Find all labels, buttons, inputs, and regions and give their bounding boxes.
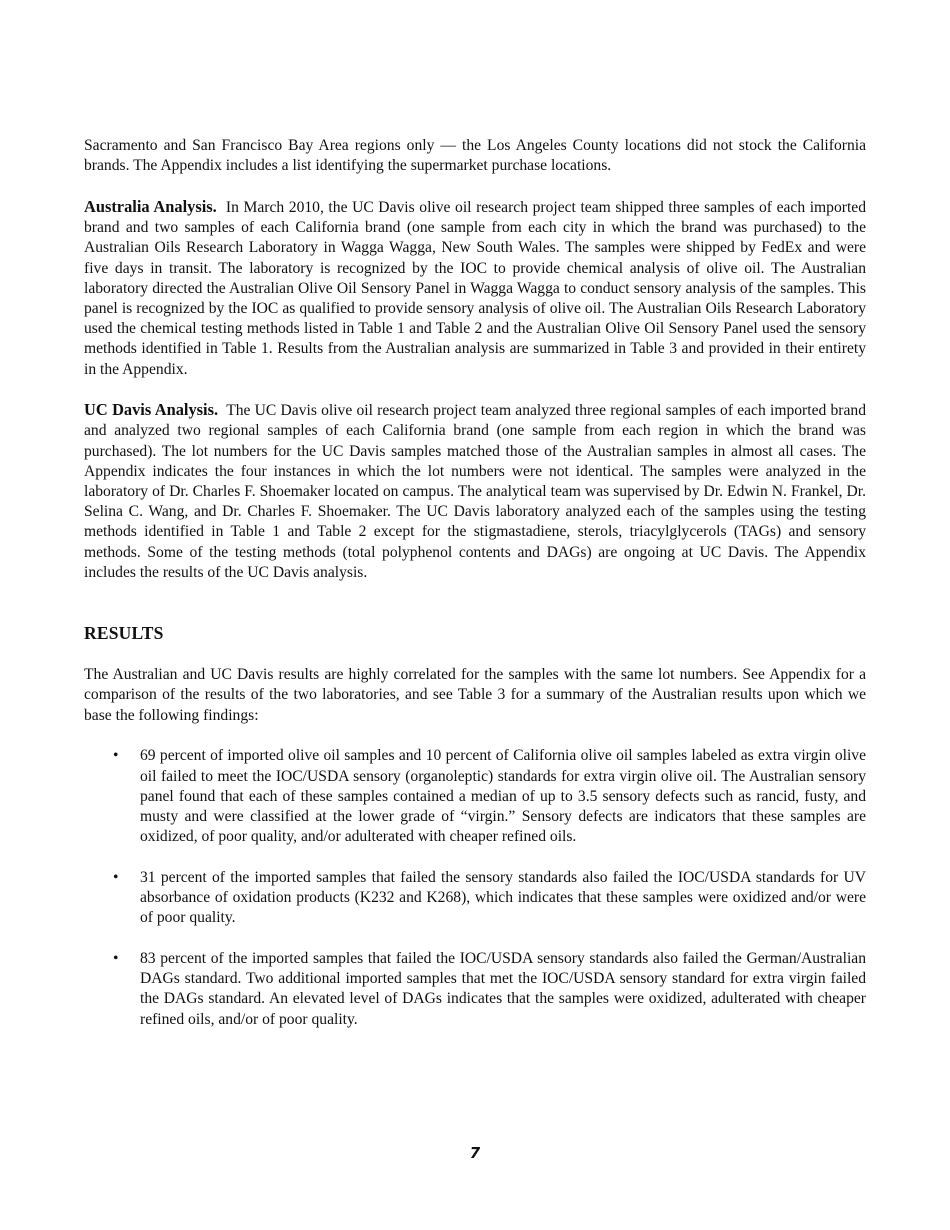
document-body xyxy=(84,136,866,1050)
bullet-icon: • xyxy=(113,950,119,967)
uc-davis-analysis-paragraph xyxy=(84,400,866,583)
results-heading: RESULTS xyxy=(84,623,164,644)
finding-text: 83 percent of the imported samples that failed the IOC/USDA sensory standards also failed the German/Australian DAGs standard. Two additional imported samples that met the IOC/USDA sensory standard for extra virgin failed the DAGs standard. An elevated level of DAGs indicates that the samples were oxidized, adulterated with cheaper refined oils, and/or of poor quality. xyxy=(140,950,866,1028)
findings-list xyxy=(84,746,866,1029)
australia-analysis-heading: Australia Analysis. xyxy=(84,196,217,216)
finding-text: 69 percent of imported olive oil samples and 10 percent of California olive oil samples labeled as extra virgin olive oil failed to meet the IOC/USDA sensory (organoleptic) standards for extra virgin olive oil. The Australian sensory panel found that each of these samples contained a median of up to 3.5 sensory defects such as rancid, fusty, and musty and were classified at the lower grade of “virgin.” Sensory defects are indicators that these samples are oxidized, of poor quality, and/or adulterated with cheaper refined oils. xyxy=(140,747,866,846)
results-intro-paragraph: The Australian and UC Davis results are highly correlated for the samples with the same lot numbers. See Appendix for a comparison of the results of the two laboratories, and see Table 3 for a summary of the Australian results upon which we base the following findings: xyxy=(84,666,866,724)
list-item xyxy=(84,949,866,1030)
bullet-icon: • xyxy=(113,747,119,765)
page-number: 7 xyxy=(469,1144,481,1162)
bullet-icon: • xyxy=(113,868,119,886)
australia-analysis-text: In March 2010, the UC Davis olive oil research project team shipped three samples of each imported brand and two samples of each California brand (one sample from each city in which the brand was purchased) to the Australian Oils Research Laboratory in Wagga Wagga, New South Wales. The samples were shipped by FedEx and were five days in transit. The laboratory is recognized by the IOC to provide chemical analysis of olive oil. The Australian laboratory directed the Australian Olive Oil Sensory Panel in Wagga Wagga to conduct sensory analysis of the samples. This panel is recognized by the IOC as qualified to provide sensory analysis of olive oil. The Australian Oils Research Laboratory used the chemical testing methods listed in Table 1 and Table 2 and the Australian Olive Oil Sensory Panel used the sensory methods identified in Table 1. Results from the Australian analysis are summarized in Table 3 and provided in their entirety in the Appendix. xyxy=(84,198,867,378)
australia-analysis-paragraph xyxy=(84,197,866,380)
uc-davis-analysis-heading: UC Davis Analysis. xyxy=(84,400,219,420)
intro-paragraph: Sacramento and San Francisco Bay Area regions only — the Los Angeles County locations did not stock the California brands. The Appendix includes a list identifying the supermarket purchase locations. xyxy=(84,137,866,175)
list-item xyxy=(84,746,866,847)
uc-davis-analysis-text: The UC Davis olive oil research project team analyzed three regional samples of each imported brand and analyzed two regional samples of each California brand (one sample from each region in which the brand was purchased). The lot numbers for the UC Davis samples matched those of the Australian samples in almost all cases. The Appendix indicates the four instances in which the lot numbers were not identical. The samples were analyzed in the laboratory of Dr. Charles F. Shoemaker located on campus. The analytical team was supervised by Dr. Edwin N. Frankel, Dr. Selina C. Wang, and Dr. Charles F. Shoemaker. The UC Davis laboratory analyzed each of the samples using the testing methods identified in Table 1 and Table 2 except for the stigmastadiene, sterols, triacylglycerols (TAGs) and sensory methods. Some of the testing methods (total polyphenol contents and DAGs) are ongoing at UC Davis. The Appendix includes the results of the UC Davis analysis. xyxy=(84,402,866,581)
list-item xyxy=(84,868,866,929)
finding-text: 31 percent of the imported samples that failed the sensory standards also failed the IOC/USDA standards for UV absorbance of oxidation products (K232 and K268), which indicates that these samples were oxidized and/or were of poor quality. xyxy=(140,868,866,927)
